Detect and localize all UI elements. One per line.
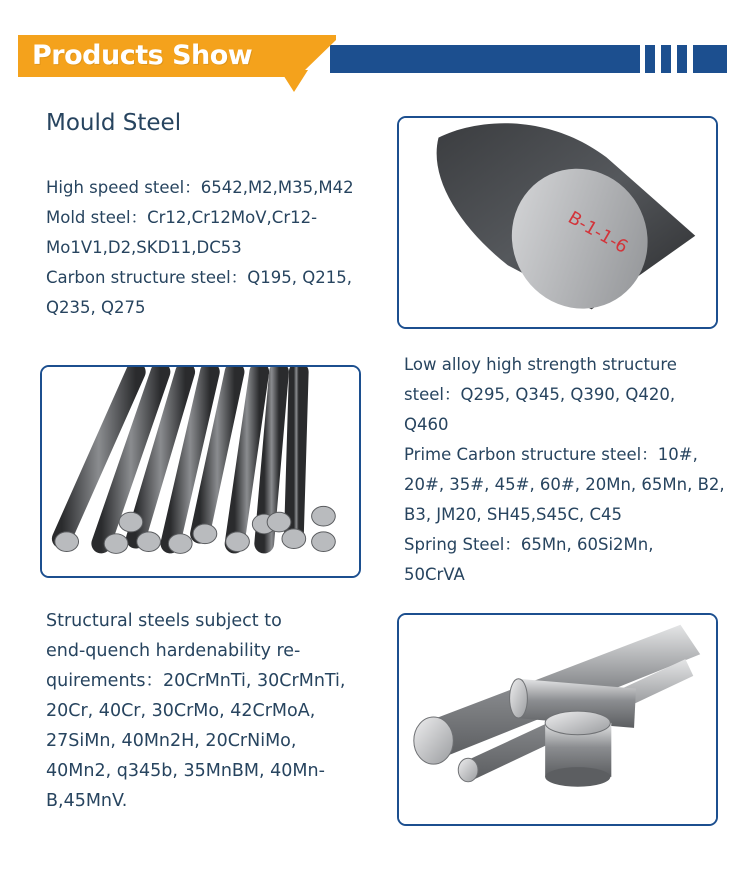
banner-pointer: [280, 70, 308, 92]
text-line: Prime Carbon structure steel：10#,: [404, 445, 698, 464]
banner-stripe: [330, 45, 640, 73]
banner-tile: [661, 45, 671, 73]
marking-text: B-1-1-6: [564, 208, 631, 258]
text-line: quirements：20CrMnTi, 30CrMnTi,: [46, 671, 346, 691]
text-line: Carbon structure steel：Q195, Q215,: [46, 268, 352, 287]
text-line: Mo1V1,D2,SKD11,DC53: [46, 238, 242, 257]
text-line: High speed steel：6542,M2,M35,M42: [46, 178, 354, 197]
text-line: Structural steels subject to: [46, 611, 282, 631]
banner-tile: [645, 45, 655, 73]
round-bar-image: [397, 116, 718, 329]
alloy-steel-description: [404, 350, 725, 590]
banner-tile: [693, 45, 727, 73]
text-line: Q235, Q275: [46, 298, 146, 317]
text-line: Spring Steel：65Mn, 60Si2Mn,: [404, 535, 654, 554]
banner-title: Products Show: [32, 40, 253, 71]
text-line: end-quench hardenability re-: [46, 641, 301, 661]
text-line: 20#, 35#, 45#, 60#, 20Mn, 65Mn, B2,: [404, 475, 725, 494]
polished-bars-image: [397, 613, 718, 826]
mould-steel-heading: Mould Steel: [46, 110, 182, 136]
text-line: B3, JM20, SH45,S45C, C45: [404, 505, 623, 524]
text-line: Mold steel：Cr12,Cr12MoV,Cr12-: [46, 208, 318, 227]
section-banner: [0, 0, 750, 100]
text-line: Q460: [404, 415, 449, 434]
text-line: 40Mn2, q345b, 35MnBM, 40Mn-: [46, 761, 325, 781]
text-line: 20Cr, 40Cr, 30CrMo, 42CrMoA,: [46, 701, 316, 721]
text-line: Low alloy high strength structure: [404, 355, 677, 374]
banner-tile: [677, 45, 687, 73]
structural-steel-description: [46, 606, 345, 816]
text-line: 27SiMn, 40Mn2H, 20CrNiMo,: [46, 731, 297, 751]
text-line: B,45MnV.: [46, 791, 128, 811]
text-line: steel：Q295, Q345, Q390, Q420,: [404, 385, 676, 404]
text-line: 50CrVA: [404, 565, 465, 584]
mould-steel-description: [46, 173, 354, 323]
steel-bars-bundle-image: [40, 365, 361, 578]
